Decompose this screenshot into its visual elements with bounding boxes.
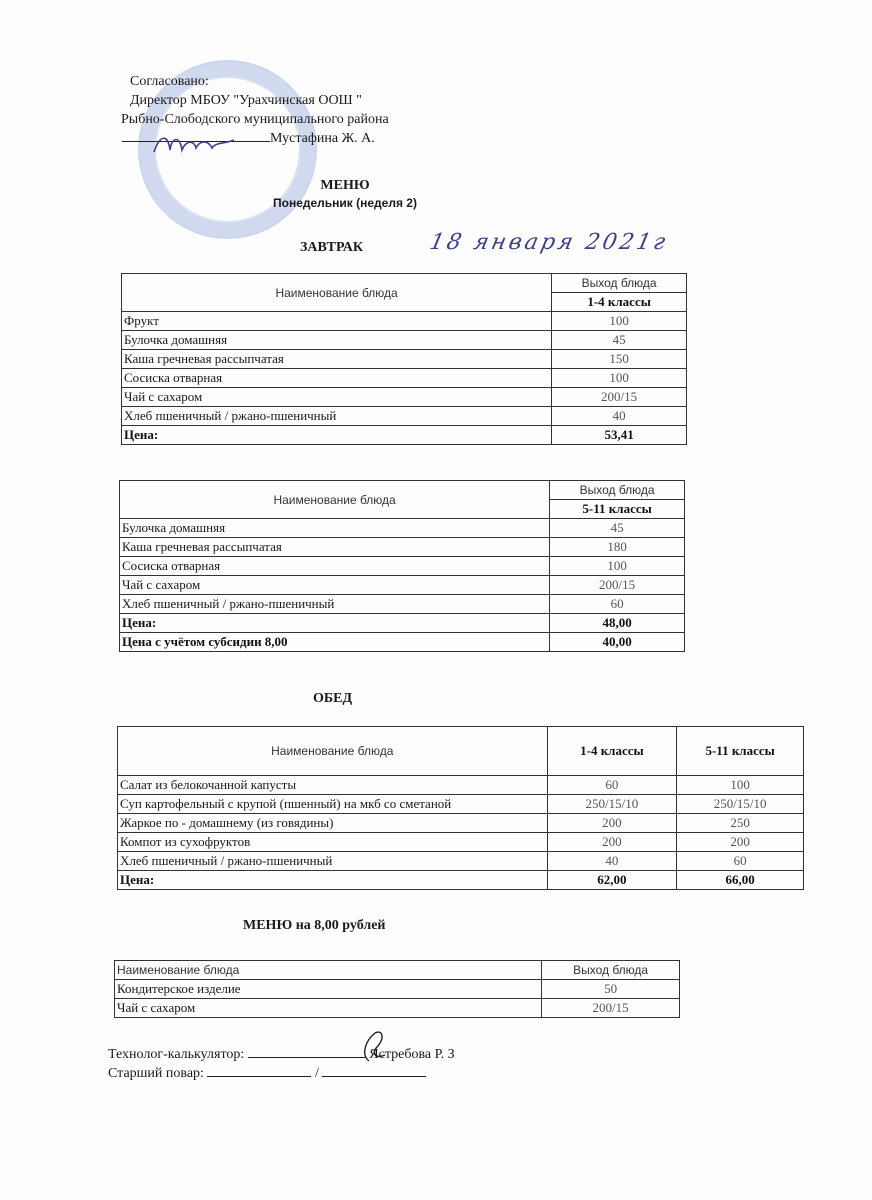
dish-name: Чай с сахаром: [115, 999, 542, 1018]
signature-blank: [322, 1064, 426, 1077]
dish-name: Хлеб пшеничный / ржано-пшеничный: [122, 407, 552, 426]
breakfast-1-4-table: [121, 273, 687, 445]
dish-output: 100: [550, 557, 685, 576]
dish-name: Сосиска отварная: [120, 557, 550, 576]
price-label: Цена:: [118, 871, 548, 890]
table-row: [118, 776, 804, 795]
dish-output: 45: [550, 519, 685, 538]
table-header-row: [115, 961, 680, 980]
lunch-table: [117, 726, 804, 890]
dish-name: Кондитерское изделие: [115, 980, 542, 999]
column-header-5-11: 5-11 классы: [677, 727, 804, 776]
column-header-name: Наименование блюда: [118, 727, 548, 776]
subsidy-price-row: [120, 633, 685, 652]
subsidy-price-value: 40,00: [550, 633, 685, 652]
column-header-1-4: 1-4 классы: [547, 727, 677, 776]
dish-output: 200/15: [542, 999, 680, 1018]
subsidy-label: Цена с учётом субсидии 8,00: [120, 633, 550, 652]
column-header-name: Наименование блюда: [120, 481, 550, 519]
table-row: [122, 407, 687, 426]
dish-output: 40: [552, 407, 687, 426]
dish-name: Каша гречневая рассыпчатая: [122, 350, 552, 369]
approval-line: Рыбно-Слободского муниципального района: [121, 112, 389, 127]
dish-name: Чай с сахаром: [120, 576, 550, 595]
dish-output-1-4: 200: [547, 814, 677, 833]
dish-name: Хлеб пшеничный / ржано-пшеничный: [120, 595, 550, 614]
price-value-5-11: 66,00: [677, 871, 804, 890]
dish-name: Булочка домашняя: [120, 519, 550, 538]
technologist-label: Технолог-калькулятор:: [108, 1047, 245, 1062]
table-row: [122, 388, 687, 407]
footer-signatures: [108, 1045, 455, 1083]
dish-output: 100: [552, 312, 687, 331]
table-header-row: [122, 274, 687, 293]
dish-name: Компот из сухофруктов: [118, 833, 548, 852]
dish-name: Фрукт: [122, 312, 552, 331]
column-header-name: Наименование блюда: [115, 961, 542, 980]
dish-output: 180: [550, 538, 685, 557]
price-label: Цена:: [122, 426, 552, 445]
menu8-table: [114, 960, 680, 1018]
dish-name: Хлеб пшеничный / ржано-пшеничный: [118, 852, 548, 871]
table-row: [122, 369, 687, 388]
column-header-name: Наименование блюда: [122, 274, 552, 312]
dish-name: Салат из белокочанной капусты: [118, 776, 548, 795]
dish-output: 150: [552, 350, 687, 369]
table-row: [115, 999, 680, 1018]
dish-output-1-4: 40: [547, 852, 677, 871]
director-name: Мустафина Ж. А.: [270, 131, 375, 146]
technologist-signature: [355, 1025, 395, 1065]
table-row: [118, 852, 804, 871]
table-row: [115, 980, 680, 999]
table-row: [122, 331, 687, 350]
class-label: 1-4 классы: [552, 293, 687, 312]
table-row: [120, 557, 685, 576]
dish-output: 200/15: [550, 576, 685, 595]
technologist-name: Ястребова Р. З: [369, 1047, 455, 1062]
dish-name: Чай с сахаром: [122, 388, 552, 407]
breakfast-heading: ЗАВТРАК: [300, 240, 364, 255]
director-signature: [150, 130, 240, 160]
table-row: [118, 833, 804, 852]
class-label: 5-11 классы: [550, 500, 685, 519]
dish-output: 60: [550, 595, 685, 614]
price-value: 53,41: [552, 426, 687, 445]
column-header-output: Выход блюда: [552, 274, 687, 293]
dish-output: 45: [552, 331, 687, 350]
approval-line: Директор МБОУ "Урахчинская ООШ ": [130, 93, 362, 108]
price-value: 48,00: [550, 614, 685, 633]
table-row: [120, 576, 685, 595]
menu8-heading: МЕНЮ на 8,00 рублей: [243, 918, 386, 933]
dish-output: 200/15: [552, 388, 687, 407]
dish-output-5-11: 250/15/10: [677, 795, 804, 814]
table-header-row: [118, 727, 804, 776]
table-row: [122, 312, 687, 331]
cook-line: Старший повар: /: [108, 1064, 455, 1083]
approval-line: Согласовано:: [130, 74, 209, 89]
price-row: [118, 871, 804, 890]
dish-name: Суп картофельный с крупой (пшенный) на мкб со сметаной: [118, 795, 548, 814]
dish-output-5-11: 200: [677, 833, 804, 852]
column-header-output: Выход блюда: [542, 961, 680, 980]
signature-blank: [207, 1064, 311, 1077]
dish-output: 50: [542, 980, 680, 999]
technologist-line: [108, 1045, 455, 1064]
price-row: [120, 614, 685, 633]
breakfast-5-11-table: [119, 480, 685, 652]
price-label: Цена:: [120, 614, 550, 633]
table-row: [122, 350, 687, 369]
dish-output-1-4: 250/15/10: [547, 795, 677, 814]
dish-output-5-11: 100: [677, 776, 804, 795]
lunch-heading: ОБЕД: [313, 691, 353, 706]
dish-output-1-4: 200: [547, 833, 677, 852]
dish-output-5-11: 250: [677, 814, 804, 833]
table-row: [118, 814, 804, 833]
dish-name: Жаркое по - домашнему (из говядины): [118, 814, 548, 833]
dish-output-5-11: 60: [677, 852, 804, 871]
table-row: [120, 595, 685, 614]
signature-blank: [248, 1045, 366, 1058]
dish-output-1-4: 60: [547, 776, 677, 795]
price-row: [122, 426, 687, 445]
dish-name: Булочка домашняя: [122, 331, 552, 350]
table-row: [120, 519, 685, 538]
document-subtitle: Понедельник (неделя 2): [273, 196, 417, 210]
dish-name: Сосиска отварная: [122, 369, 552, 388]
table-row: [120, 538, 685, 557]
document-title: МЕНЮ: [320, 178, 370, 193]
table-header-row: [120, 481, 685, 500]
dish-output: 100: [552, 369, 687, 388]
price-value-1-4: 62,00: [547, 871, 677, 890]
handwritten-date: 18 января 2021г: [427, 230, 671, 255]
column-header-output: Выход блюда: [550, 481, 685, 500]
dish-name: Каша гречневая рассыпчатая: [120, 538, 550, 557]
table-row: [118, 795, 804, 814]
cook-label: Старший повар:: [108, 1066, 204, 1081]
